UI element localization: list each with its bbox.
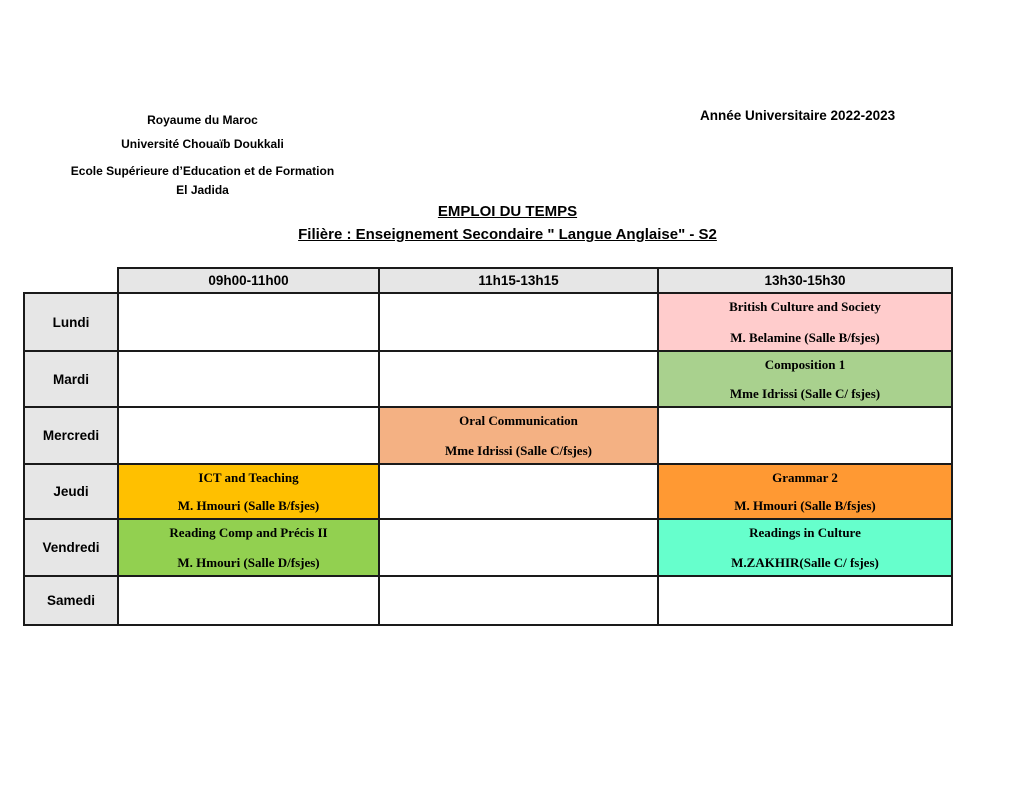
header-country: Royaume du Maroc	[147, 113, 258, 127]
day-lundi: Lundi	[23, 292, 119, 352]
course-oral-communication	[378, 406, 659, 465]
course-name: Oral Communication	[459, 413, 578, 428]
day-samedi: Samedi	[23, 575, 119, 626]
course-name: Grammar 2	[772, 470, 838, 485]
course-teacher: Mme Idrissi (Salle C/ fsjes)	[729, 386, 881, 401]
slot-header-1: 09h00-11h00	[117, 267, 380, 294]
course-teacher: M. Hmouri (Salle B/fsjes)	[734, 498, 876, 513]
page-subtitle: Filière : Enseignement Secondaire " Langue Anglaise" - S2	[298, 226, 717, 243]
header-city: El Jadida	[176, 183, 229, 197]
day-jeudi: Jeudi	[23, 463, 119, 520]
page-title: EMPLOI DU TEMPS	[437, 203, 578, 220]
course-name: British Culture and Society	[729, 299, 881, 314]
course-grammar	[657, 463, 953, 520]
course-name: Readings in Culture	[749, 525, 861, 540]
day-mardi: Mardi	[23, 350, 119, 408]
cell-samedi-3	[657, 575, 953, 626]
day-vendredi: Vendredi	[23, 518, 119, 577]
course-teacher: M. Belamine (Salle B/fsjes)	[730, 330, 880, 345]
course-readings-culture	[657, 518, 953, 577]
course-ict-teaching	[117, 463, 380, 520]
slot-header-2: 11h15-13h15	[378, 267, 659, 294]
course-teacher: M. Hmouri (Salle D/fsjes)	[177, 555, 320, 570]
cell-mardi-1	[117, 350, 380, 408]
course-teacher: Mme Idrissi (Salle C/fsjes)	[445, 443, 592, 458]
cell-mercredi-1	[117, 406, 380, 465]
cell-jeudi-2	[378, 463, 659, 520]
header-school: Ecole Supérieure d’Education et de Formation	[70, 164, 335, 178]
cell-samedi-1	[117, 575, 380, 626]
course-reading-comp	[117, 518, 380, 577]
slot-header-3: 13h30-15h30	[657, 267, 953, 294]
cell-samedi-2	[378, 575, 659, 626]
header-university: Université Chouaïb Doukkali	[121, 137, 284, 151]
course-british-culture	[657, 292, 953, 352]
course-composition	[657, 350, 953, 408]
course-name: Reading Comp and Précis II	[169, 525, 328, 540]
cell-vendredi-2	[378, 518, 659, 577]
cell-lundi-2	[378, 292, 659, 352]
cell-lundi-1	[117, 292, 380, 352]
course-name: ICT and Teaching	[198, 470, 299, 485]
course-name: Composition 1	[764, 357, 846, 372]
academic-year: Année Universitaire 2022-2023	[700, 108, 896, 123]
cell-mercredi-3	[657, 406, 953, 465]
day-mercredi: Mercredi	[23, 406, 119, 465]
course-teacher: M.ZAKHIR(Salle C/ fsjes)	[731, 555, 879, 570]
cell-mardi-2	[378, 350, 659, 408]
course-teacher: M. Hmouri (Salle B/fsjes)	[177, 498, 320, 513]
